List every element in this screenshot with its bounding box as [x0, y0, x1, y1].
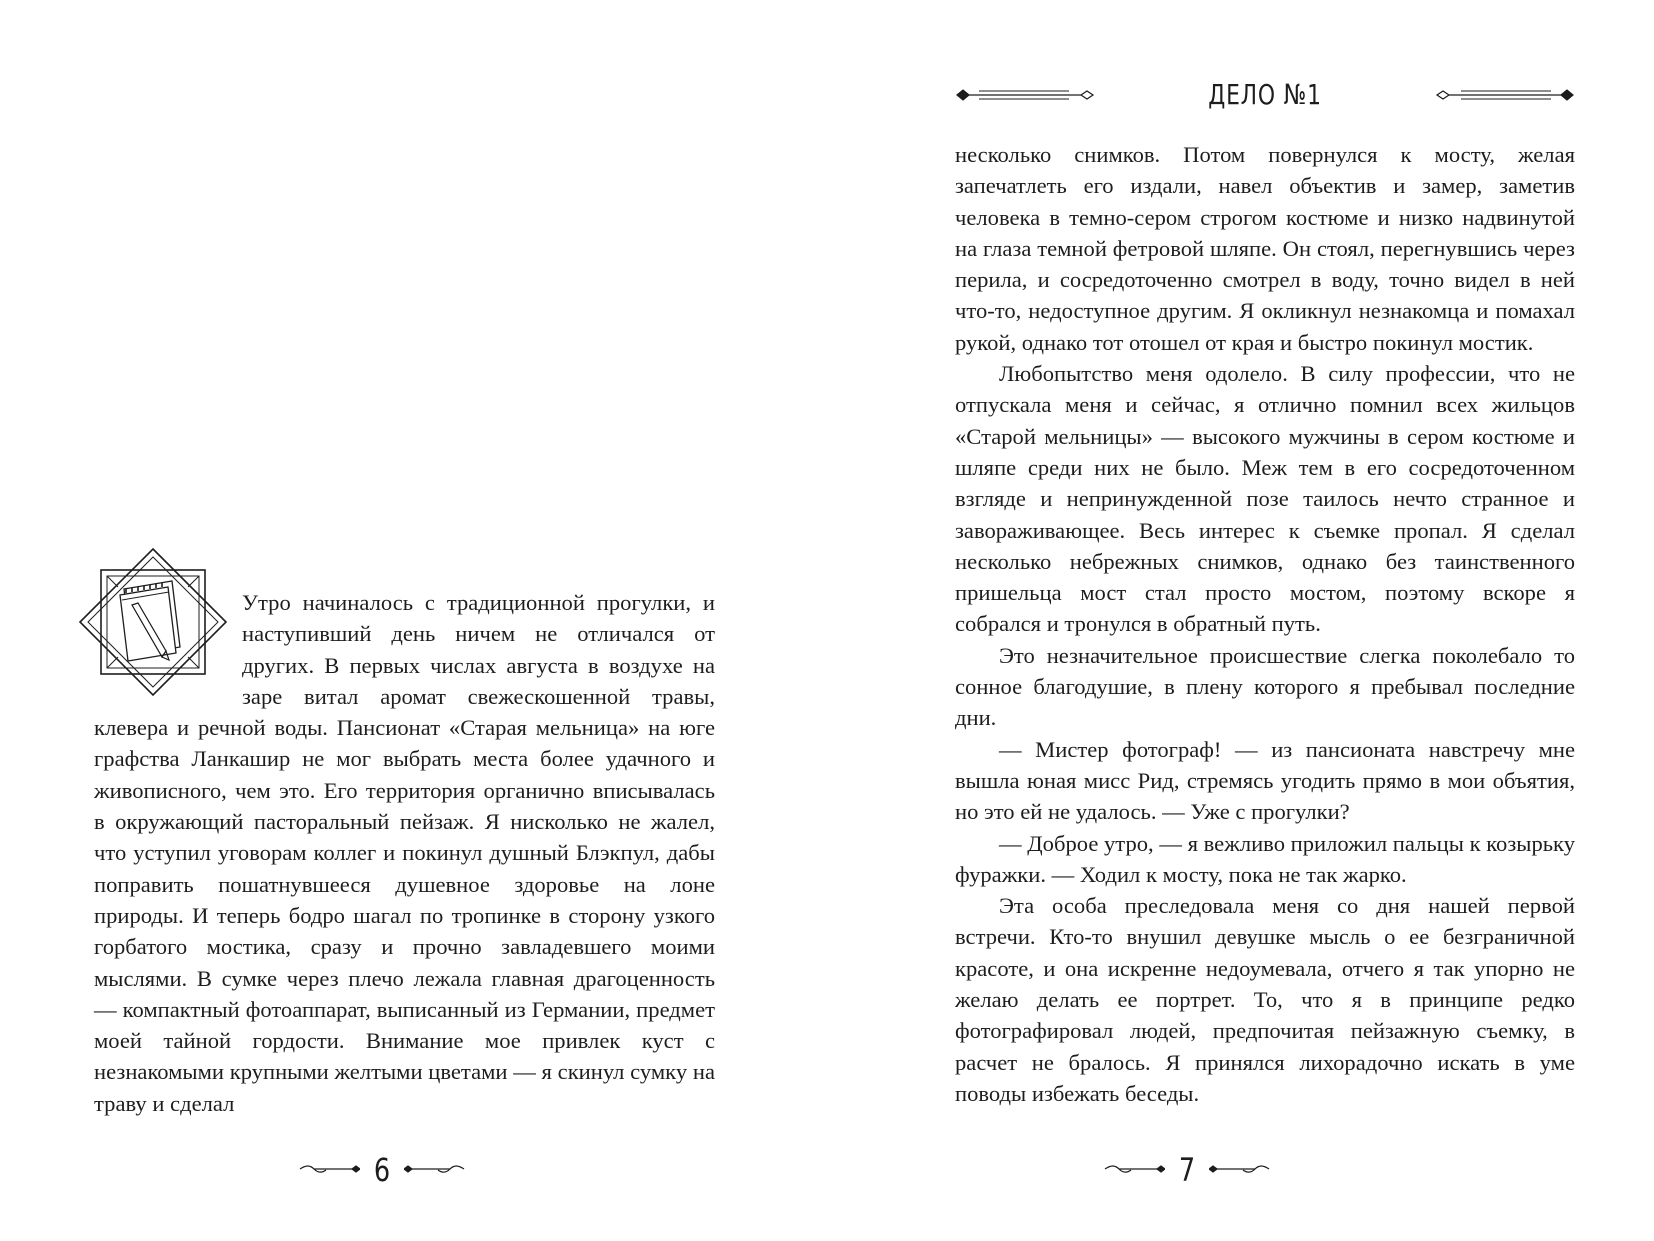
dialogue-paragraph: — Доброе утро, — я вежливо приложил пальцы к козырьку фуражки. — Ходил к мосту, пока не так жарко. — [955, 830, 1575, 887]
paragraph: Утро начиналось с традиционной прогулки, и наступивший день ничем не отличался от других. В первых числах августа в воздухе на заре витал аромат свежескошенной травы, клевера и речной воды. Пансионат «Старая мельница» на юге графства Ланкашир не мог выбрать места более удачного и живописного, чем это. Его территория органично вписывалась в окружающий пасторальный пейзаж. Я нисколько не жалел, что уступил уговорам коллег и покинул душный Блэкпул, дабы поправить пошатнувшееся душевное здоровье на лоне природы. И теперь бодро шагал по тропинке в сторону узкого горбатого мостика, сразу и прочно завладевшего моими мыслями. В сумке через плечо лежала главная драгоценность — компактный фотоаппарат, выписанный из Германии, предмет моей тайной гордости. Внимание мое привлек куст с незнакомыми крупными желтыми цветами — я скинул сумку на траву и сделал — [94, 590, 715, 1116]
folio-number: 6 — [373, 1151, 391, 1189]
flourish-ornament — [1209, 1162, 1271, 1176]
right-page — [827, 0, 1654, 1241]
paragraph: Это незначительное происшествие слегка поколебало то сонное благодушие, в плену которого я пребывал последние дни. — [955, 642, 1575, 731]
folio-number: 7 — [1178, 1151, 1196, 1189]
running-head — [955, 74, 1575, 118]
paragraph: Эта особа преследовала меня со дня нашей первой встречи. Кто-то внушил девушке мысль о ее безграничной красоте, и она искренне недоумевала, отчего я так упорно не желаю делать ее портрет. То, что я в принципе редко фотографировал людей, предпочитая пейзажную съемку, в расчет не бралось. Я принялся лихорадочно искать в уме поводы избежать беседы. — [955, 893, 1575, 1106]
paragraph: несколько снимков. Потом повернулся к мосту, желая запечатлеть его издали, навел объектив и замер, заметив человека в темно-сером строгом костюме и низко надвинутой на глаза темной фетровой шляпе. Он стоял, перегнувшись через перила, и сосредоточенно смотрел в воду, точно видел в ней что-то, недоступное другим. Я окликнул незнакомца и помахал рукой, однако тот отошел от края и быстро покинул мостик. — [955, 142, 1575, 355]
flourish-ornament — [404, 1162, 466, 1176]
diamond-line-ornament — [1425, 88, 1575, 102]
paragraph: Любопытство меня одолело. В силу профессии, что не отпускала меня и сейчас, я отлично помнил всех жильцов «Старой мельницы» — высокого мужчины в сером костюме и шляпе среди них не было. Меж тем в его сосредоточенном взгляде и непринужденной позе таилось нечто странное и завораживающее. Весь интерес к съемке пропал. Я сделал несколько небрежных снимков, однако без таинственного пришельца мост стал просто мостом, поэтому вскоре я собрался и тронулся в обратный путь. — [955, 361, 1575, 637]
dialogue-paragraph: — Мистер фотограф! — из пансионата навстречу мне вышла юная мисс Рид, стремясь угодить прямо в мои объятия, но это ей не удалось. — Уже с прогулки? — [955, 736, 1575, 825]
page-number-right — [1087, 1150, 1287, 1190]
chapter-title: ДЕЛО №1 — [1208, 78, 1322, 111]
right-page-text — [955, 139, 1575, 1109]
page-number-left — [282, 1150, 482, 1190]
chapter-emblem — [74, 543, 232, 701]
left-page-text — [94, 587, 715, 1119]
notebook-pencil-icon — [74, 543, 232, 701]
